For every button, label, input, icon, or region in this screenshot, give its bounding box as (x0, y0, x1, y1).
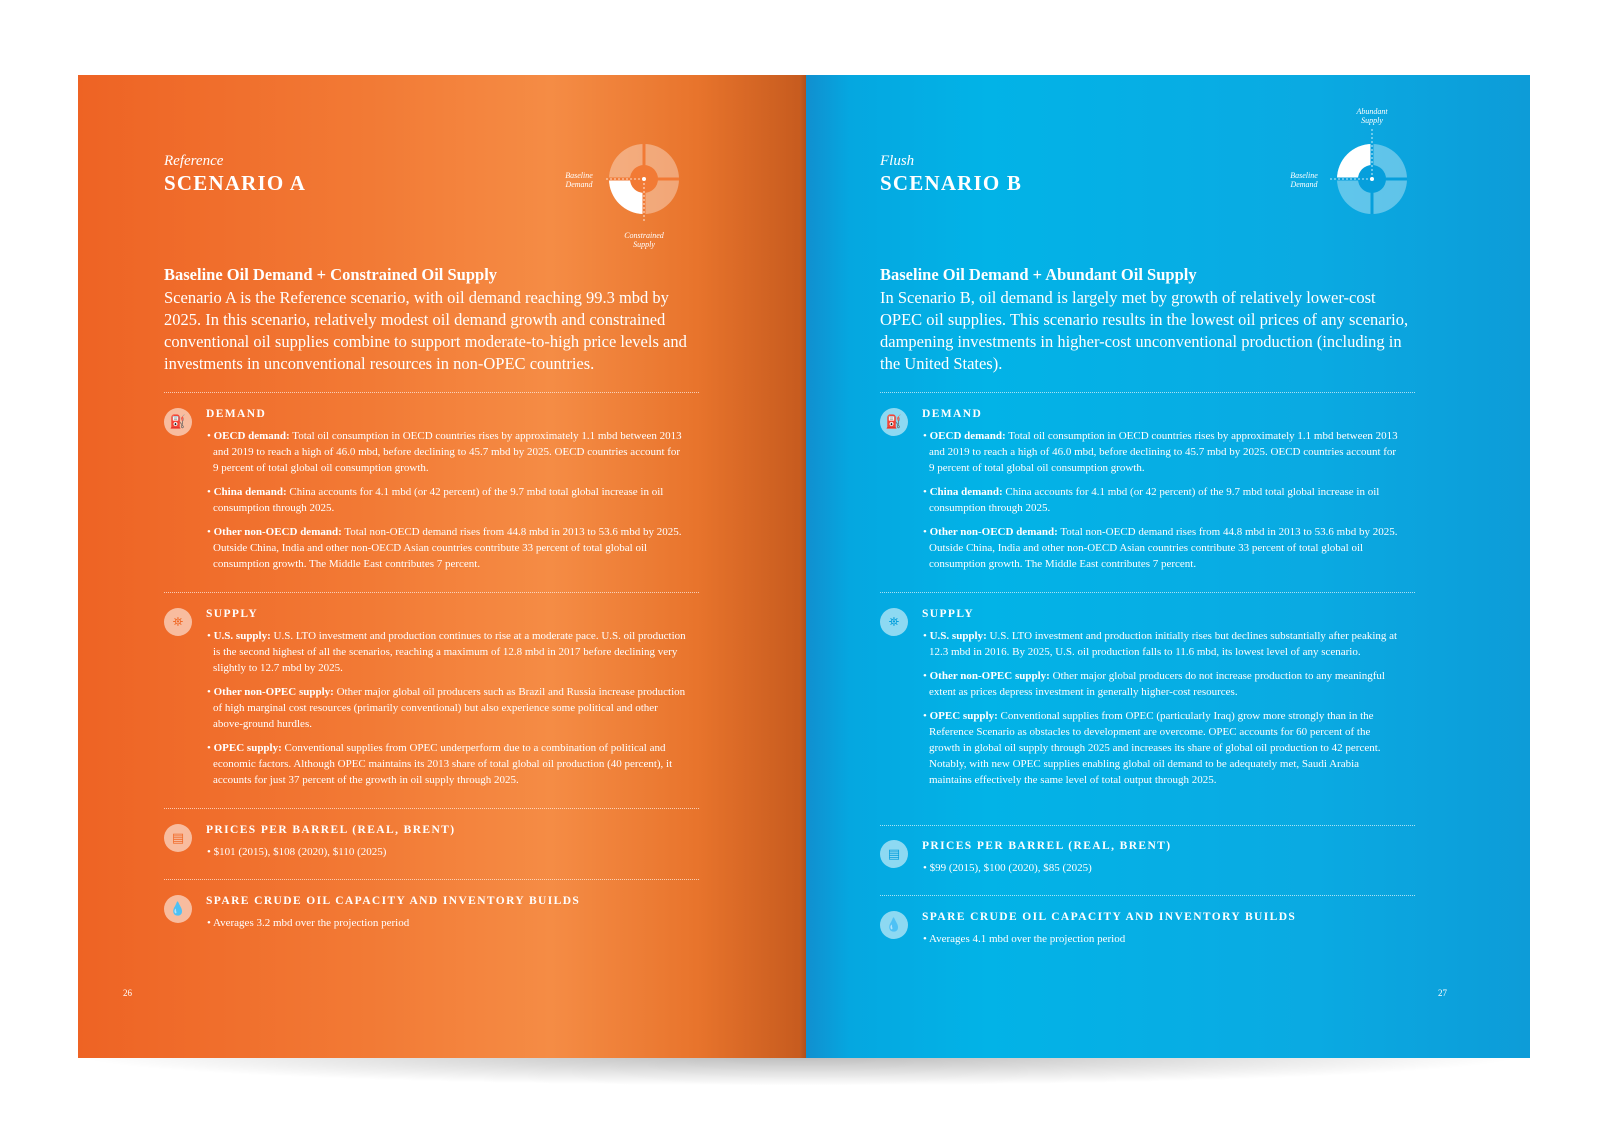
list-item: • Other non-OPEC supply: Other major global oil producers such as Brazil and Russia increase production of high marginal cost resources (primarily conventional) but also experience some political and other above-ground hurdles. (207, 686, 686, 730)
oil-derrick-icon: ⛯ (164, 608, 192, 636)
section-title: DEMAND (206, 408, 267, 420)
spare-list (922, 931, 1402, 955)
divider (880, 592, 1415, 593)
compass-label-demand: Baseline Demand (565, 171, 593, 189)
scenario-intro: Scenario A is the Reference scenario, with oil demand reaching 99.3 mbd by 2025. In this scenario, relatively modest oil demand growth and constrained conventional oil supplies combine to support moderate-to-high price levels and investments in unconventional resources in non-OPEC countries. (164, 288, 687, 373)
divider (880, 392, 1415, 393)
oil-drop-icon: 💧 (164, 895, 192, 923)
oil-drop-icon: 💧 (880, 911, 908, 939)
section-title: SPARE CRUDE OIL CAPACITY AND INVENTORY BUILDS (206, 895, 581, 907)
fuel-pump-icon: ⛽ (164, 408, 192, 436)
list-item: • Other non-OECD demand: Total non-OECD demand rises from 44.8 mbd in 2013 to 53.6 mbd by 2025. Outside China, India and other non-OECD Asian countries contribute 33 percent of total global oil consumption growth. The Middle East contributes 7 percent. (207, 526, 682, 570)
supply-list (922, 628, 1402, 796)
list-item: • $101 (2015), $108 (2020), $110 (2025) (207, 846, 387, 858)
oil-barrel-icon: ▤ (880, 840, 908, 868)
list-item: • OECD demand: Total oil consumption in OECD countries rises by approximately 1.1 mbd between 2013 and 2019 to reach a high of 46.0 mbd, before declining to 45.7 mbd by 2025. OECD countries account for 9 percent of total global oil consumption growth. (207, 430, 682, 474)
oil-derrick-icon: ⛯ (880, 608, 908, 636)
section-title: SPARE CRUDE OIL CAPACITY AND INVENTORY BUILDS (922, 911, 1297, 923)
list-item: • OPEC supply: Conventional supplies from OPEC (particularly Iraq) grow more strongly than in the Reference Scenario as obstacles to development are overcome. OPEC accounts for 60 percent of the growth in global oil supply through 2025 and increases its share of global oil production to 42 percent. Notably, with new OPEC supplies enabling global oil demand to be adequately met, Saudi Arabia maintains effectively the same level of total output through 2025. (923, 710, 1381, 786)
compass-label-demand: Baseline Demand (1290, 171, 1318, 189)
scenario-compass-icon (1324, 129, 1414, 219)
prices-list (922, 860, 1402, 884)
section-title: PRICES PER BARREL (REAL, BRENT) (922, 840, 1172, 852)
demand-list (206, 428, 686, 580)
section-title: SUPPLY (922, 608, 975, 620)
compass-label-supply: Abundant Supply (1356, 107, 1388, 125)
scenario-title: SCENARIO A (164, 171, 307, 195)
oil-barrel-icon: ▤ (164, 824, 192, 852)
list-item: • Averages 3.2 mbd over the projection period (207, 917, 410, 929)
list-item: • China demand: China accounts for 4.1 mbd (or 42 percent) of the 9.7 mbd total global increase in oil consumption through 2025. (923, 486, 1380, 514)
compass-label-supply: Constrained Supply (624, 231, 664, 249)
list-item: • Other non-OECD demand: Total non-OECD demand rises from 44.8 mbd in 2013 to 53.6 mbd by 2025. Outside China, India and other non-OECD Asian countries contribute 33 percent of total global oil consumption growth. The Middle East contributes 7 percent. (923, 526, 1398, 570)
scenario-kicker: Reference (164, 153, 224, 169)
list-item: • China demand: China accounts for 4.1 mbd (or 42 percent) of the 9.7 mbd total global increase in oil consumption through 2025. (207, 486, 664, 514)
scenario-intro: In Scenario B, oil demand is largely met by growth of relatively lower-cost OPEC oil supplies. This scenario results in the lowest oil prices of any scenario, dampening investments in higher-cost unconventional production (including in the United States). (880, 288, 1409, 373)
section-title: SUPPLY (206, 608, 259, 620)
prices-list (206, 844, 686, 868)
section-title: PRICES PER BARREL (REAL, BRENT) (206, 824, 456, 836)
divider (880, 895, 1415, 896)
list-item: • U.S. supply: U.S. LTO investment and production initially rises but declines substantially after peaking at 12.3 mbd in 2016. By 2025, U.S. oil production falls to 11.6 mbd, its lowest level of any scenario. (923, 630, 1398, 658)
list-item: • Averages 4.1 mbd over the projection period (923, 933, 1126, 945)
demand-list (922, 428, 1402, 580)
scenario-heading: Baseline Oil Demand + Constrained Oil Supply (164, 265, 498, 284)
list-item: • U.S. supply: U.S. LTO investment and production continues to rise at a moderate pace. U.S. oil production is the second highest of all the scenarios, reaching a maximum of 12.8 mbd in 2017 before declining very slightly to 12.7 mbd by 2025. (207, 630, 686, 674)
divider (880, 825, 1415, 826)
scenario-compass-icon (606, 143, 682, 223)
section-title: DEMAND (922, 408, 983, 420)
divider (164, 808, 699, 809)
supply-list (206, 628, 686, 796)
list-item: • Other non-OPEC supply: Other major global producers do not increase production to any meaningful extent as prices depress investment in generally higher-cost resources. (923, 670, 1385, 698)
right-page (806, 75, 1530, 1058)
list-item: • $99 (2015), $100 (2020), $85 (2025) (923, 862, 1092, 874)
spare-list (206, 915, 686, 939)
scenario-heading: Baseline Oil Demand + Abundant Oil Supply (880, 265, 1197, 284)
list-item: • OPEC supply: Conventional supplies from OPEC underperform due to a combination of political and economic factors. Although OPEC maintains its 2013 share of total global oil production (40 percent), it accounts for just 37 percent of the growth in oil supply through 2025. (207, 742, 673, 786)
list-item: • OECD demand: Total oil consumption in OECD countries rises by approximately 1.1 mbd between 2013 and 2019 to reach a high of 46.0 mbd, before declining to 45.7 mbd by 2025. OECD countries account for 9 percent of total global oil consumption growth. (923, 430, 1398, 474)
fuel-pump-icon: ⛽ (880, 408, 908, 436)
scenario-kicker: Flush (880, 153, 915, 169)
page-number: 26 (123, 988, 132, 998)
scenario-title: SCENARIO B (880, 171, 1023, 195)
page-number: 27 (1438, 988, 1447, 998)
divider (164, 879, 699, 880)
left-page (78, 75, 806, 1058)
divider (164, 392, 699, 393)
divider (164, 592, 699, 593)
